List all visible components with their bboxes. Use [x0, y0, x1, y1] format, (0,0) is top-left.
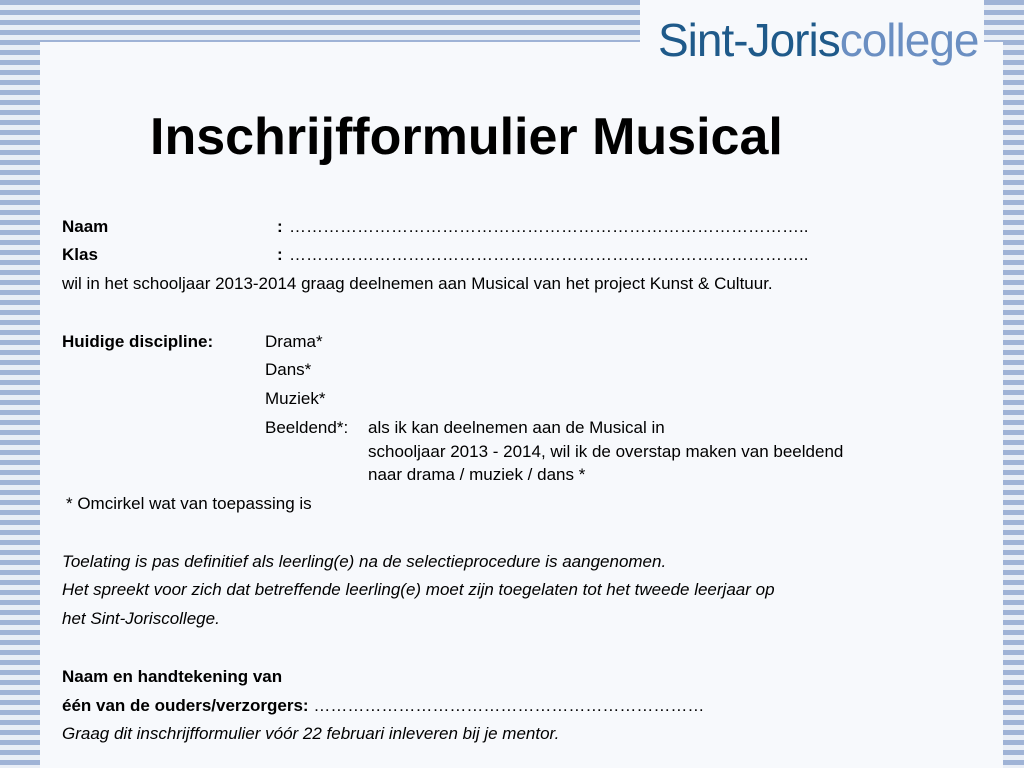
notice-line-1: Toelating is pas definitief als leerling(e) na de selectieprocedure is aangenomen. [62, 552, 667, 571]
footnote: * Omcirkel wat van toepassing is [66, 494, 312, 513]
naam-field[interactable]: ……………………………………………………………………………….. [289, 217, 809, 236]
naam-label: Naam [62, 217, 109, 236]
notice-line-3: het Sint-Joriscollege. [62, 609, 220, 628]
discipline-label: Huidige discipline: [62, 332, 214, 351]
page-title: Inschrijfformulier Musical [150, 108, 783, 166]
statement-text: wil in het schooljaar 2013-2014 graag deelnemen aan Musical van het project Kunst & Cultuur. [62, 274, 773, 293]
logo-part-1: Sint-Joris [658, 14, 840, 66]
beeldend-text-3: naar drama / muziek / dans * [368, 465, 586, 484]
signature-field[interactable]: …………………………………………………………… [313, 696, 705, 715]
beeldend-text-2: schooljaar 2013 - 2014, wil ik de overstap maken van beeldend [368, 442, 844, 461]
beeldend-text-1: als ik kan deelnemen aan de Musical in [368, 418, 665, 437]
option-drama[interactable]: Drama* [265, 332, 323, 351]
option-beeldend[interactable]: Beeldend*: [265, 418, 349, 437]
logo-part-2: college [839, 14, 979, 66]
notice-line-2: Het spreekt voor zich dat betreffende leerling(e) moet zijn toegelaten tot het tweede leerjaar op [62, 580, 775, 599]
klas-colon: : [277, 245, 283, 264]
school-logo [658, 12, 979, 68]
closing-instruction: Graag dit inschrijfformulier vóór 22 februari inleveren bij je mentor. [62, 724, 560, 743]
page-background-edge [983, 383, 1003, 768]
klas-label: Klas [62, 245, 98, 264]
option-dans[interactable]: Dans* [265, 360, 312, 379]
klas-field[interactable]: ……………………………………………………………………………….. [289, 245, 809, 264]
signature-heading: Naam en handtekening van [62, 667, 283, 686]
option-muziek[interactable]: Muziek* [265, 389, 326, 408]
signature-row [62, 695, 704, 717]
naam-colon: : [277, 217, 283, 236]
signature-label: één van de ouders/verzorgers: [62, 696, 309, 715]
